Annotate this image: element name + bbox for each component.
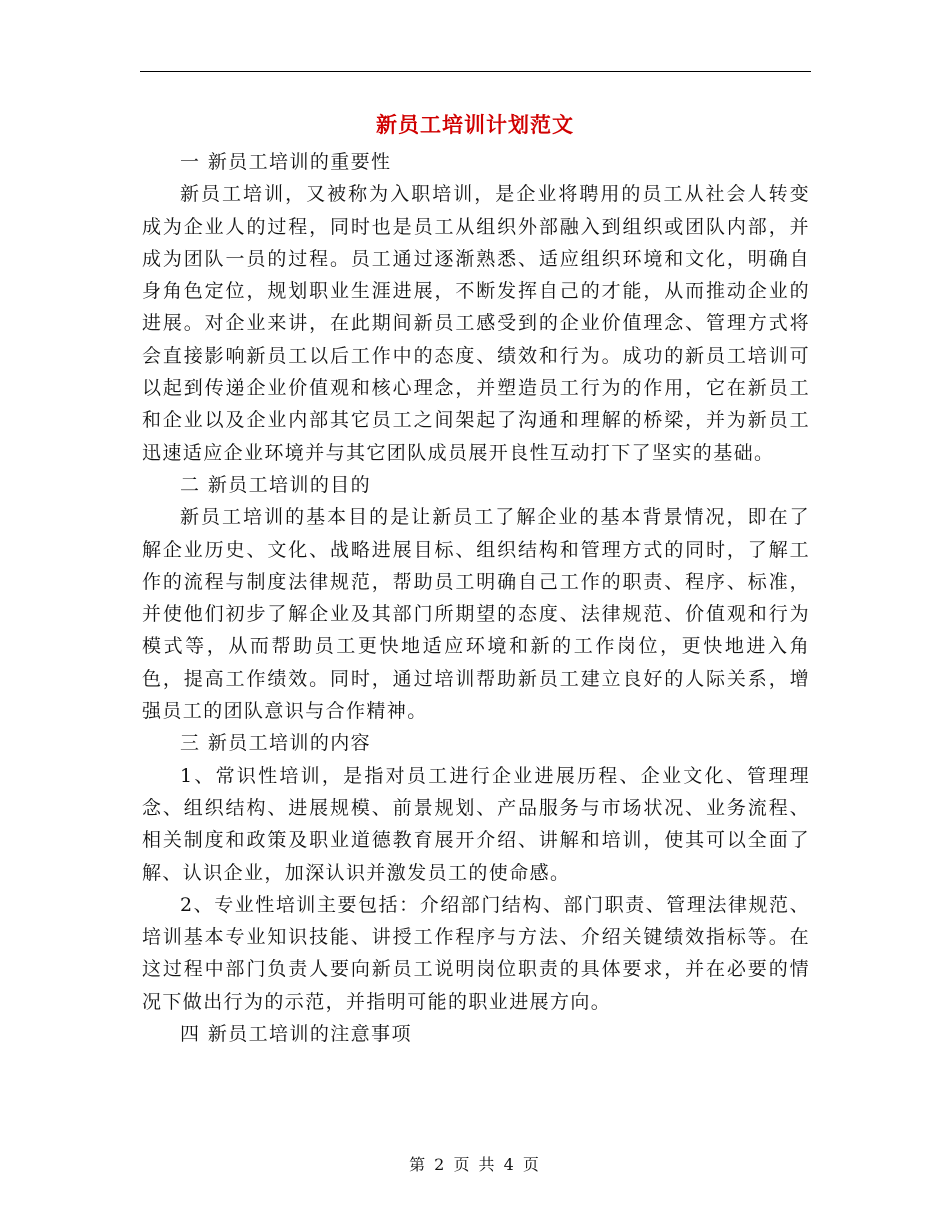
page-number-footer: 第 2 页 共 4 页 — [409, 1155, 541, 1174]
section-heading-content: 三 新员工培训的内容 — [180, 732, 372, 755]
body-paragraph: 1、常识性培训，是指对员工进行企业进展历程、企业文化、管理理念、组织结构、进展规模、前景规划、产品服务与市场状况、业务流程、相关制度和政策及职业道德教育展开介绍、讲解和培训，使其可以全面了解、认识企业，加深认识并激发员工的使命感。 — [142, 764, 810, 884]
section-heading-notes: 四 新员工培训的注意事项 — [180, 1023, 412, 1046]
document-title: 新员工培训计划范文 — [376, 112, 574, 137]
section-heading-importance: 一 新员工培训的重要性 — [180, 151, 392, 173]
body-paragraph: 2、专业性培训主要包括：介绍部门结构、部门职责、管理法律规范、培训基本专业知识技能、讲授工作程序与方法、介绍关键绩效指标等。在这过程中部门负责人要向新员工说明岗位职责的具体要求，并在必要的情况下做出行为的示范，并指明可能的职业进展方向。 — [142, 893, 810, 1013]
body-paragraph: 新员工培训，又被称为入职培训，是企业将聘用的员工从社会人转变成为企业人的过程，同时也是员工从组织外部融入到组织或团队内部，并成为团队一员的过程。员工通过逐渐熟悉、适应组织环境和文化，明确自身角色定位，规划职业生涯进展，不断发挥自己的才能，从而推动企业的进展。对企业来讲，在此期间新员工感受到的企业价值理念、管理方式将会直接影响新员工以后工作中的态度、绩效和行为。成功的新员工培训可以起到传递企业价值观和核心理念，并塑造员工行为的作用，它在新员工和企业以及企业内部其它员工之间架起了沟通和理解的桥梁，并为新员工迅速适应企业环境并与其它团队成员展开良性互动打下了坚实的基础。 — [142, 183, 810, 464]
section-heading-purpose: 二 新员工培训的目的 — [180, 473, 372, 496]
header-rule — [140, 71, 811, 72]
body-paragraph: 新员工培训的基本目的是让新员工了解企业的基本背景情况，即在了解企业历史、文化、战略进展目标、组织结构和管理方式的同时，了解工作的流程与制度法律规范，帮助员工明确自己工作的职责、程序、标准，并使他们初步了解企业及其部门所期望的态度、法律规范、价值观和行为模式等，从而帮助员工更快地适应环境和新的工作岗位，更快地进入角色，提高工作绩效。同时，通过培训帮助新员工建立良好的人际关系，增强员工的团队意识与合作精神。 — [142, 506, 810, 723]
document-body — [142, 146, 810, 1050]
